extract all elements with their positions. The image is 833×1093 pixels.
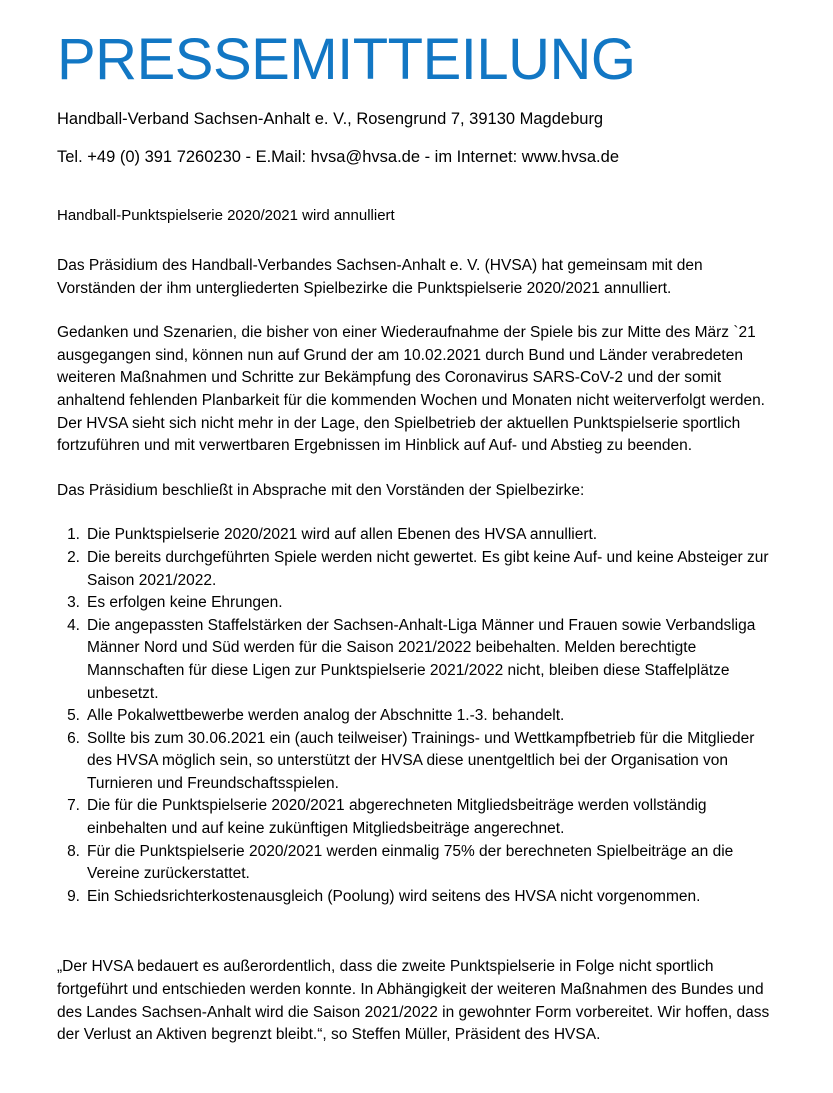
list-item-text: Alle Pokalwettbewerbe werden analog der Abschnitte 1.-3. behandelt. (87, 707, 565, 725)
list-item-number: 7. (67, 797, 80, 815)
list-item (57, 705, 781, 728)
list-item-number: 3. (67, 594, 80, 612)
list-item-text: Für die Punktspielserie 2020/2021 werden einmalig 75% der berechneten Spielbeiträge an die Vereine zurückerstattet. (87, 842, 734, 883)
list-item-number: 9. (67, 887, 80, 905)
list-item-number: 5. (67, 707, 80, 725)
organization-address: Handball-Verband Sachsen-Anhalt e. V., Rosengrund 7, 39130 Magdeburg (57, 110, 604, 128)
list-item-number: 8. (67, 842, 80, 860)
paragraph-background: Gedanken und Szenarien, die bisher von einer Wiederaufnahme der Spiele bis zur Mitte des März `21 ausgegangen sind, können nun auf Grund der am 10.02.2021 durch Bund und Länder verabredeten weiteren Maßnahmen und Schritte zur Bekämpfung des Coronavirus SARS-CoV-2 und der somit anhaltend fehlenden Planbarkeit für die kommenden Wochen und Monaten nicht weiterverfolgt werden. Der HVSA sieht sich nicht mehr in der Lage, den Spielbetrieb der aktuellen Punktspielserie sportlich fortzuführen und mit verwertbaren Ergebnissen im Hinblick auf Auf- und Abstieg zu beenden. (57, 324, 765, 455)
list-item-text: Die bereits durchgeführten Spiele werden nicht gewertet. Es gibt keine Auf- und keine Absteiger zur Saison 2021/2022. (87, 548, 769, 589)
page-title: PRESSEMITTEILUNG (57, 27, 636, 92)
list-item (57, 592, 781, 615)
list-item-number: 6. (67, 729, 80, 747)
list-item-number: 1. (67, 526, 80, 544)
decisions-list (57, 524, 781, 908)
subject-line: Handball-Punktspielserie 2020/2021 wird annulliert (57, 207, 395, 224)
list-item-text: Die angepassten Staffelstärken der Sachsen-Anhalt-Liga Männer und Frauen sowie Verbandsliga Männer Nord und Süd werden für die Saison 2021/2022 beibehalten. Melden berechtigte Mannschaften für diese Ligen zur Punktspielserie 2021/2022 nicht, bleiben diese Staffelplätze unbesetzt. (87, 616, 756, 702)
list-item (57, 728, 781, 796)
article-body (57, 255, 781, 1047)
paragraph-intro: Das Präsidium des Handball-Verbandes Sachsen-Anhalt e. V. (HVSA) hat gemeinsam mit den Vorständen der ihm untergliederten Spielbezirke die Punktspielserie 2020/2021 annulliert. (57, 257, 703, 297)
paragraph-list-intro: Das Präsidium beschließt in Absprache mit den Vorständen der Spielbezirke: (57, 481, 585, 499)
document-body (57, 0, 781, 1047)
paragraph-closing-quote: „Der HVSA bedauert es außerordentlich, dass die zweite Punktspielserie in Folge nicht sportlich fortgeführt und entschieden werden konnte. In Abhängigkeit der weiteren Maßnahmen des Bundes und des Landes Sachsen-Anhalt wird die Saison 2021/2022 in gewohnter Form vorbereitet. Wir hoffen, dass der Verlust an Aktiven begrenzt bleibt.“, so Steffen Müller, Präsident des HVSA. (57, 958, 770, 1044)
list-item (57, 886, 781, 909)
list-item (57, 524, 781, 547)
list-item-text: Die Punktspielserie 2020/2021 wird auf allen Ebenen des HVSA annulliert. (87, 526, 598, 544)
list-item (57, 615, 781, 705)
masthead (57, 0, 781, 168)
list-item-number: 4. (67, 616, 80, 634)
organization-contact: Tel. +49 (0) 391 7260230 - E.Mail: hvsa@hvsa.de - im Internet: www.hvsa.de (57, 148, 619, 166)
list-item (57, 841, 781, 886)
list-item-text: Sollte bis zum 30.06.2021 ein (auch teilweiser) Trainings- und Wettkampfbetrieb für die Mitglieder des HVSA möglich sein, so unterstützt der HVSA diese unentgeltlich bei der Organisation von Turnieren und Freundschaftsspielen. (87, 729, 755, 792)
list-item-text: Ein Schiedsrichterkostenausgleich (Poolung) wird seitens des HVSA nicht vorgenommen. (87, 887, 701, 905)
list-item-text: Es erfolgen keine Ehrungen. (87, 594, 283, 612)
list-item (57, 547, 781, 592)
list-item (57, 795, 781, 840)
list-item-text: Die für die Punktspielserie 2020/2021 abgerechneten Mitgliedsbeiträge werden vollständig einbehalten und auf keine zukünftigen Mitgliedsbeiträge angerechnet. (87, 797, 707, 838)
list-item-number: 2. (67, 548, 80, 566)
